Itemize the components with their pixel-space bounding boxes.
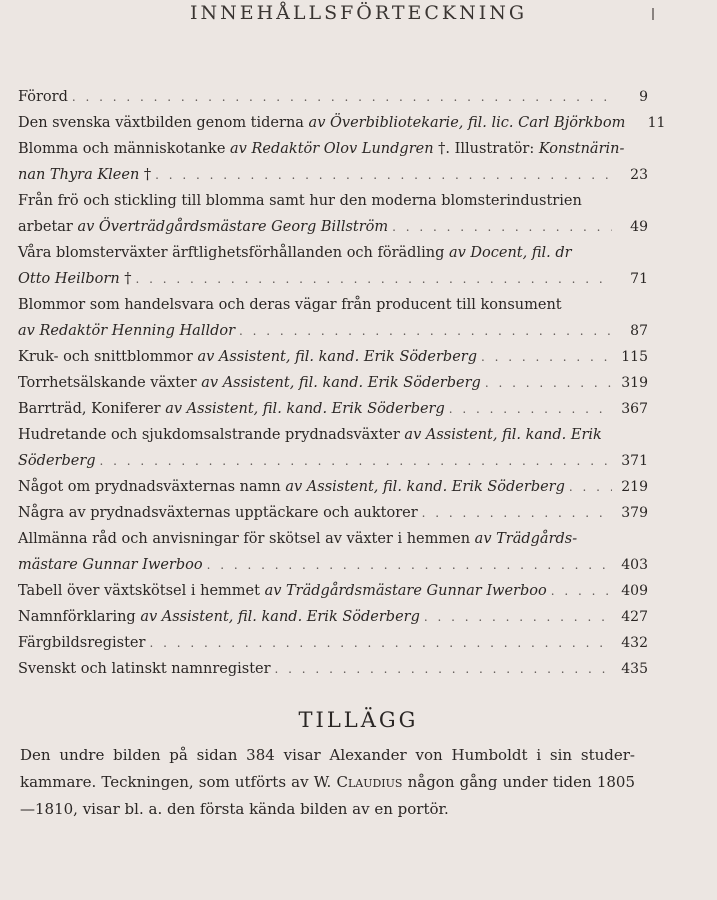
leader-dots [569, 474, 612, 500]
toc-entry[interactable] [18, 578, 648, 604]
page-number: 403 [621, 557, 648, 573]
entry-author: av Redaktör Henning Halldor [18, 323, 236, 339]
leader-dots [239, 318, 612, 344]
entry-author-continued: mästare Gunnar Iwerboo [18, 557, 203, 573]
entry-author: av Överträdgårdsmästare Georg Billström [77, 219, 389, 235]
entry-title: Något om prydnadsväxternas namn [18, 479, 286, 495]
entry-title: Våra blomsterväxter ärftlighetsförhållanden och förädling [18, 245, 449, 261]
page-number: 379 [621, 505, 648, 521]
page-number: 371 [621, 453, 648, 469]
leader-dots [449, 396, 612, 422]
deceased-mark: † [139, 167, 152, 183]
entry-title: Hudretande och sjukdomsalstrande prydnadsväxter [18, 427, 405, 443]
entry-title: Förord [18, 89, 68, 105]
entry-author: av Assistent, fil. kand. Erik Söderberg [140, 609, 420, 625]
entry-author: av Trädgårds- [474, 531, 578, 547]
entry-title: Från frö och stickling till blomma samt hur den moderna blomsterindustrien [18, 193, 582, 209]
entry-author: av Assistent, fil. kand. Erik Söderberg [285, 479, 565, 495]
entry-title: Några av prydnadsväxternas upptäckare och auktorer [18, 505, 418, 521]
addendum-paragraph [20, 742, 635, 823]
addendum-text-continued: någon gång under tiden 1805—1810, visar bl. a. den första kända bilden av en portör. [20, 773, 635, 818]
toc-entry[interactable] [18, 136, 648, 188]
page-number: 49 [630, 219, 648, 235]
table-of-contents [18, 84, 666, 682]
entry-author: av Assistent, fil. kand. Erik [404, 427, 602, 443]
addendum-text: Den undre bilden på sidan 384 visar Alexander von Humboldt i sin studer-kammare. Teckningen, som utförts av W. [20, 746, 635, 791]
page-number: 435 [621, 661, 648, 677]
leader-dots [100, 448, 612, 474]
entry-title: Allmänna råd och anvisningar för skötsel av växter i hemmen [18, 531, 475, 547]
page-number: 427 [621, 609, 648, 625]
page-number: 87 [630, 323, 648, 339]
entry-author-continued: Otto Heilborn [18, 271, 120, 287]
entry-title: Barrträd, Koniferer [18, 401, 166, 417]
entry-title: Blommor som handelsvara och deras vägar från producent till konsument [18, 297, 562, 313]
leader-dots [72, 84, 612, 110]
entry-title: Namnförklaring [18, 609, 141, 625]
page-number: 71 [630, 271, 648, 287]
leader-dots [207, 552, 612, 578]
addendum-heading: TILLÄGG [298, 708, 419, 732]
page-number: 367 [621, 401, 648, 417]
toc-entry[interactable] [18, 344, 648, 370]
entry-illustrator-continued: nan Thyra Kleen [18, 167, 140, 183]
entry-author: av Assistent, fil. kand. Erik Söderberg [201, 375, 481, 391]
deceased-mark: † [119, 271, 132, 287]
leader-dots [551, 578, 612, 604]
leader-dots [136, 266, 612, 292]
leader-dots [149, 630, 612, 656]
page-number: 219 [621, 479, 648, 495]
leader-dots [422, 500, 612, 526]
entry-author-continued: Söderberg [18, 453, 96, 469]
leader-dots [481, 344, 612, 370]
entry-author: av Överbibliotekarie, fil. lic. Carl Björkbom [308, 115, 626, 131]
entry-title: Torrhetsälskande växter [18, 375, 202, 391]
entry-title: Blomma och människotanke [18, 141, 231, 157]
entry-title-continued: †. Illustratör: [433, 141, 539, 157]
page-number: 23 [630, 167, 648, 183]
entry-author: av Trädgårdsmästare Gunnar Iwerboo [264, 583, 547, 599]
entry-title-continued: arbetar [18, 219, 78, 235]
entry-title: Färgbildsregister [18, 635, 146, 651]
toc-entry[interactable] [18, 422, 648, 474]
entry-illustrator: Konstnärin- [538, 141, 625, 157]
page-number: 11 [647, 115, 666, 131]
toc-entry[interactable] [18, 84, 648, 110]
entry-title: Svenskt och latinskt namnregister [18, 661, 271, 677]
page-title: INNEHÅLLSFÖRTECKNING [189, 2, 528, 24]
toc-entry[interactable] [18, 500, 648, 526]
toc-entry[interactable] [18, 656, 648, 682]
addendum-artist-name: Claudius [336, 773, 403, 791]
toc-entry[interactable] [18, 526, 648, 578]
leader-dots [424, 604, 612, 630]
page-number: 9 [639, 89, 648, 105]
leader-dots [275, 656, 612, 682]
entry-title: Kruk- och snittblommor [18, 349, 198, 365]
entry-author: av Assistent, fil. kand. Erik Söderberg [197, 349, 477, 365]
toc-entry[interactable] [18, 370, 648, 396]
page-number: 319 [621, 375, 648, 391]
entry-title: Tabell över växtskötsel i hemmet [18, 583, 265, 599]
entry-title: Den svenska växtbilden genom tiderna [18, 115, 309, 131]
entry-author: av Assistent, fil. kand. Erik Söderberg [165, 401, 445, 417]
page-number: 432 [621, 635, 648, 651]
toc-entry[interactable] [18, 396, 648, 422]
toc-entry[interactable] [18, 240, 648, 292]
page-number: 115 [621, 349, 648, 365]
leader-dots [485, 370, 612, 396]
page-number: 409 [621, 583, 648, 599]
toc-entry[interactable] [18, 604, 648, 630]
toc-entry[interactable] [18, 188, 648, 240]
entry-author: av Redaktör Olov Lundgren [230, 141, 434, 157]
toc-entry[interactable] [18, 110, 666, 136]
toc-entry[interactable] [18, 474, 648, 500]
entry-author: av Docent, fil. dr [448, 245, 572, 261]
toc-entry[interactable] [18, 292, 648, 344]
leader-dots [155, 162, 612, 188]
leader-dots [392, 214, 612, 240]
toc-entry[interactable] [18, 630, 648, 656]
